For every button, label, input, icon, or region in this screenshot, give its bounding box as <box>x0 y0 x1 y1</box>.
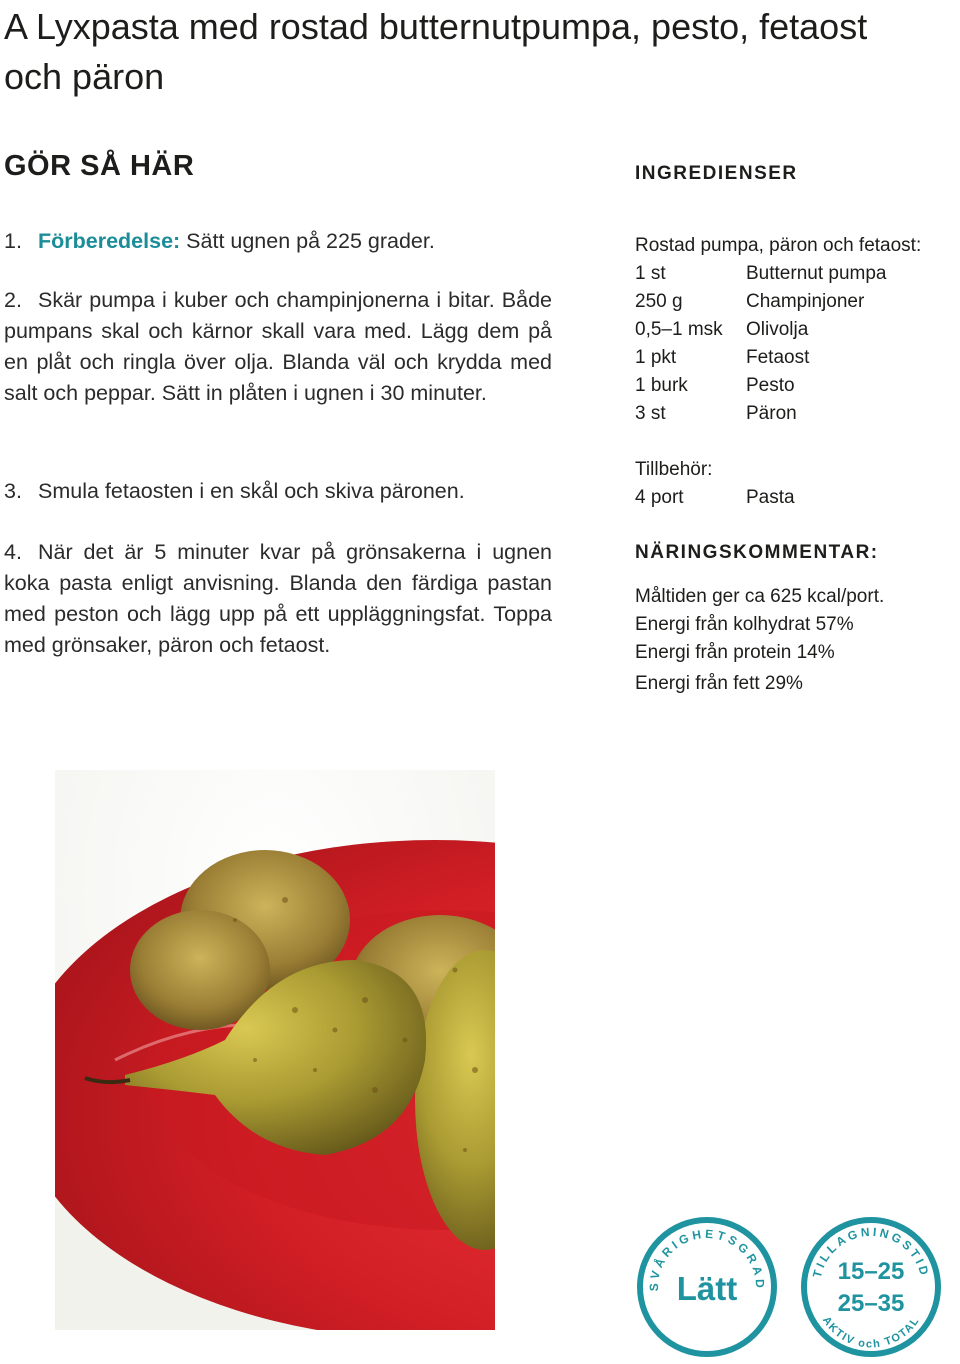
ingredient-row <box>635 260 955 288</box>
step-2 <box>4 285 552 409</box>
ingredient-qty: 3 st <box>635 403 666 424</box>
time-total: 25–35 <box>837 1290 905 1317</box>
ingredient-qty: 250 g <box>635 291 683 312</box>
nutrition-line: Energi från kolhydrat 57% <box>635 614 854 635</box>
difficulty-arc-label: SVÅRIGHETSGRAD <box>646 1226 768 1292</box>
ingredient-row <box>635 372 955 400</box>
step-number: 1. <box>4 229 22 253</box>
time-active: 15–25 <box>837 1258 905 1285</box>
ingredient-item: Fetaost <box>746 347 810 368</box>
ingredients-heading: INGREDIENSER <box>635 163 798 184</box>
ingredient-item: Olivolja <box>746 319 809 340</box>
pears-photo <box>55 770 495 1330</box>
accessories-label: Tillbehör: <box>635 459 713 480</box>
nutrition-line: Måltiden ger ca 625 kcal/port. <box>635 586 885 607</box>
time-arc-bottom: AKTIV och TOTAL <box>819 1314 923 1351</box>
ingredient-group-label: Rostad pumpa, päron och fetaost: <box>635 235 922 256</box>
time-badge <box>800 1216 942 1358</box>
ingredient-item: Champinjoner <box>746 291 865 312</box>
step-4 <box>4 537 552 661</box>
difficulty-badge <box>636 1216 778 1358</box>
ingredient-row <box>635 400 955 428</box>
time-arc-top: TILLAGNINGSTID <box>809 1224 933 1280</box>
step-3 <box>4 476 552 507</box>
step-number: 2. <box>4 288 22 312</box>
ingredient-qty: 0,5–1 msk <box>635 319 723 340</box>
ingredient-qty: 4 port <box>635 487 684 508</box>
ingredient-item: Päron <box>746 403 797 424</box>
step-number: 4. <box>4 540 22 564</box>
instructions-heading: GÖR SÅ HÄR <box>4 150 195 182</box>
step-1 <box>4 226 552 257</box>
ingredient-item: Pesto <box>746 375 795 396</box>
step-text: Smula fetaosten i en skål och skiva päronen. <box>38 479 465 503</box>
nutrition-heading: NÄRINGSKOMMENTAR: <box>635 542 879 563</box>
step-text: När det är 5 minuter kvar på grönsakerna i ugnen koka pasta enligt anvisning. Blanda den färdiga pastan med peston och lägg upp på ett uppläggningsfat. Toppa med grönsaker, päron och fetaost. <box>4 540 552 657</box>
difficulty-value: Lätt <box>676 1270 738 1307</box>
ingredient-item: Pasta <box>746 487 795 508</box>
ingredient-qty: 1 st <box>635 263 666 284</box>
ingredient-row <box>635 288 955 316</box>
step-number: 3. <box>4 479 22 503</box>
recipe-title: A Lyxpasta med rostad butternutpumpa, pesto, fetaost och päron <box>4 6 868 97</box>
step-lead: Förberedelse: <box>38 229 181 253</box>
ingredient-row <box>635 344 955 372</box>
nutrition-line: Energi från fett 29% <box>635 673 803 694</box>
ingredient-qty: 1 burk <box>635 375 688 396</box>
ingredient-item: Butternut pumpa <box>746 263 887 284</box>
step-text: Skär pumpa i kuber och champinjonerna i bitar. Både pumpans skal och kärnor skall vara med. Lägg dem på en plåt och ringla över olja. Blanda väl och krydda med salt och peppar. Sätt in plåten i ugnen i 30 minuter. <box>4 288 552 405</box>
nutrition-line: Energi från protein 14% <box>635 642 835 663</box>
step-text: Sätt ugnen på 225 grader. <box>186 229 435 253</box>
ingredient-qty: 1 pkt <box>635 347 677 368</box>
ingredient-row <box>635 316 955 344</box>
ingredient-row <box>635 484 955 512</box>
